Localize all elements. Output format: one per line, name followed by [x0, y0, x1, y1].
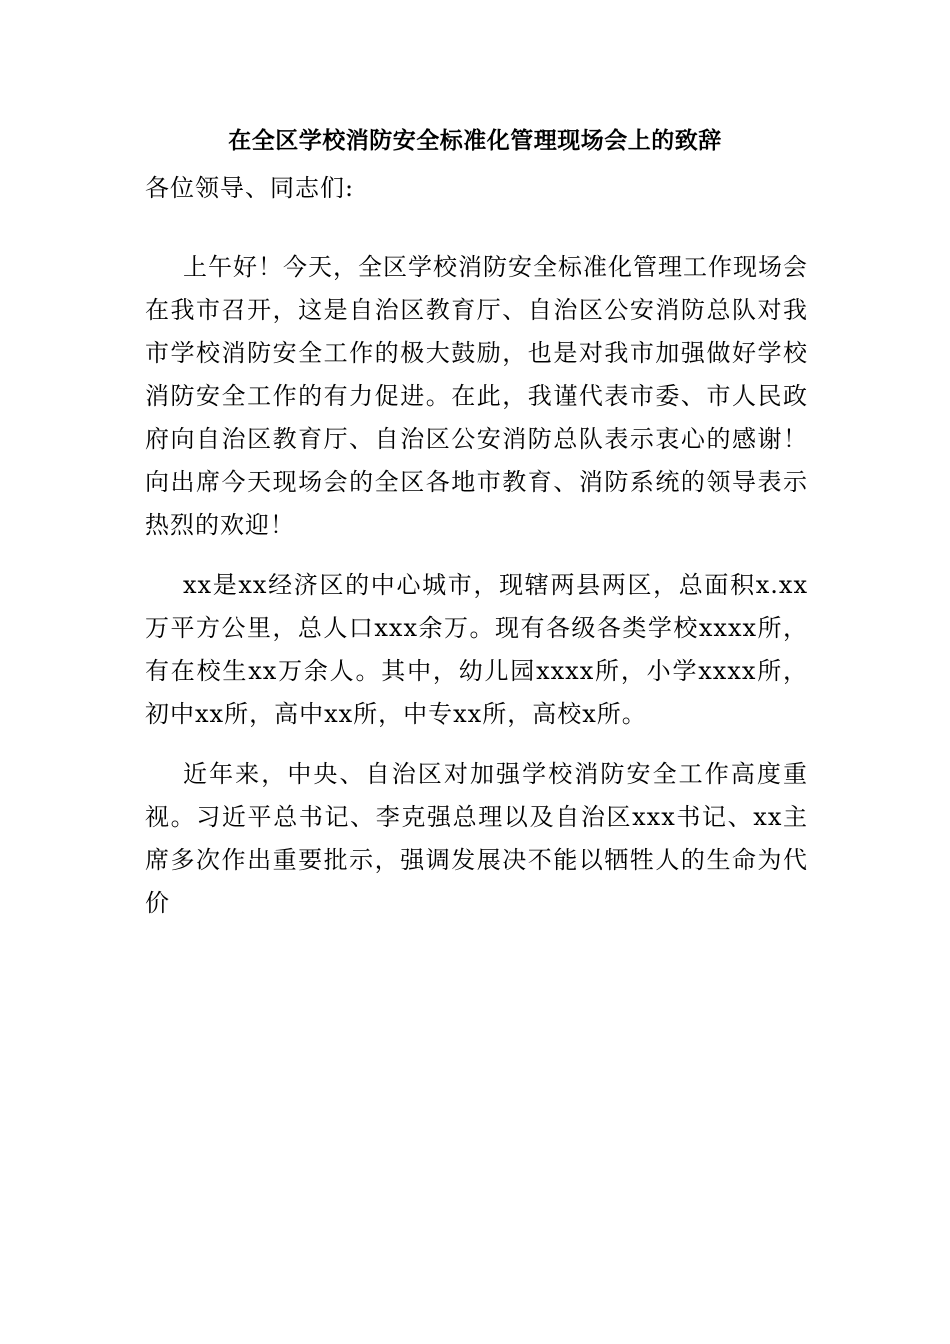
document-title: 在全区学校消防安全标准化管理现场会上的致辞	[228, 128, 722, 154]
salutation: 各位领导、同志们:	[145, 174, 355, 202]
paragraph-greeting: 上午好！今天，全区学校消防安全标准化管理工作现场会在我市召开，这是自治区教育厅、自治区公安消防总队对我市学校消防安全工作的极大鼓励，也是对我市加强做好学校消防安全工作的有力促进。在此，我谨代表市委、市人民政府向自治区教育厅、自治区公安消防总队表示衷心的感谢！向出席今天现场会的全区各地市教育、消防系统的领导表示热烈的欢迎！	[145, 253, 808, 539]
paragraph-policy: 近年来，中央、自治区对加强学校消防安全工作高度重视。习近平总书记、李克强总理以及自治区xxx书记、xx主席多次作出重要批示，强调发展决不能以牺牲人的生命为代价	[145, 760, 808, 917]
paragraph-city-overview: xx是xx经济区的中心城市，现辖两县两区，总面积x.xx万平方公里，总人口xxx余万。现有各级各类学校xxxx所，有在校生xx万余人。其中，幼儿园xxxx所，小学xxxx所，初中xx所，高中xx所，中专xx所，高校x所。	[145, 571, 808, 728]
